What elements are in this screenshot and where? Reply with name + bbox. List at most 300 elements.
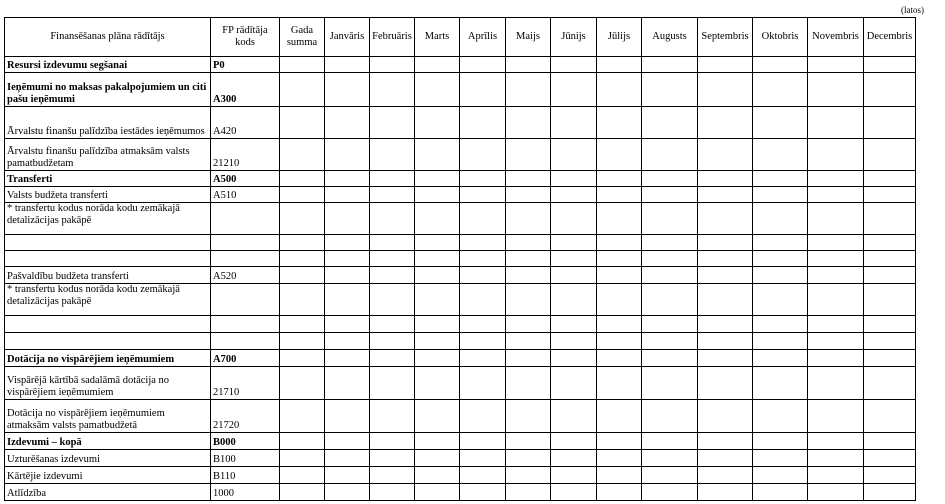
value-cell — [753, 73, 808, 107]
value-cell — [642, 203, 698, 235]
value-cell — [325, 203, 370, 235]
value-cell — [597, 333, 642, 350]
value-cell — [506, 367, 551, 400]
value-cell — [325, 467, 370, 484]
value-cell — [506, 171, 551, 187]
row-code — [211, 251, 280, 267]
table-row — [5, 235, 916, 251]
value-cell — [280, 171, 325, 187]
value-cell — [551, 187, 597, 203]
value-cell — [460, 350, 506, 367]
row-label: Pašvaldību budžeta transferti — [5, 267, 211, 284]
value-cell — [864, 73, 916, 107]
value-cell — [280, 367, 325, 400]
value-cell — [753, 333, 808, 350]
row-code: B000 — [211, 433, 280, 450]
row-label: Ārvalstu finanšu palīdzība iestādes ieņēmumos — [5, 107, 211, 139]
header-month: Oktobris — [753, 18, 808, 57]
value-cell — [551, 433, 597, 450]
value-cell — [506, 107, 551, 139]
row-label: Kārtējie izdevumi — [5, 467, 211, 484]
row-code: A420 — [211, 107, 280, 139]
value-cell — [698, 333, 753, 350]
row-code: A300 — [211, 73, 280, 107]
value-cell — [280, 139, 325, 171]
value-cell — [864, 450, 916, 467]
value-cell — [642, 73, 698, 107]
value-cell — [597, 316, 642, 333]
value-cell — [864, 367, 916, 400]
value-cell — [551, 57, 597, 73]
row-label — [5, 251, 211, 267]
value-cell — [415, 251, 460, 267]
value-cell — [753, 316, 808, 333]
financing-plan-table — [4, 17, 916, 501]
value-cell — [642, 139, 698, 171]
table-row — [5, 251, 916, 267]
value-cell — [551, 400, 597, 433]
value-cell — [280, 251, 325, 267]
value-cell — [698, 467, 753, 484]
value-cell — [280, 316, 325, 333]
value-cell — [642, 107, 698, 139]
value-cell — [698, 267, 753, 284]
value-cell — [698, 316, 753, 333]
header-month: Maijs — [506, 18, 551, 57]
value-cell — [597, 203, 642, 235]
value-cell — [808, 333, 864, 350]
value-cell — [642, 450, 698, 467]
value-cell — [370, 171, 415, 187]
value-cell — [597, 467, 642, 484]
value-cell — [506, 187, 551, 203]
value-cell — [460, 139, 506, 171]
row-label: Dotācija no vispārējiem ieņēmumiem atmaksām valsts pamatbudžetā — [5, 400, 211, 433]
value-cell — [808, 267, 864, 284]
value-cell — [864, 433, 916, 450]
value-cell — [280, 333, 325, 350]
value-cell — [642, 350, 698, 367]
value-cell — [642, 484, 698, 501]
value-cell — [370, 73, 415, 107]
header-code: FP rādītāja kods — [211, 18, 280, 57]
header-month: Marts — [415, 18, 460, 57]
value-cell — [370, 316, 415, 333]
header-month: Decembris — [864, 18, 916, 57]
value-cell — [808, 433, 864, 450]
value-cell — [325, 450, 370, 467]
value-cell — [460, 367, 506, 400]
value-cell — [597, 433, 642, 450]
value-cell — [506, 400, 551, 433]
value-cell — [642, 284, 698, 316]
value-cell — [460, 235, 506, 251]
header-month: Augusts — [642, 18, 698, 57]
value-cell — [864, 484, 916, 501]
value-cell — [597, 107, 642, 139]
value-cell — [808, 350, 864, 367]
row-label: Ārvalstu finanšu palīdzība atmaksām valsts pamatbudžetam — [5, 139, 211, 171]
value-cell — [698, 400, 753, 433]
value-cell — [460, 73, 506, 107]
value-cell — [506, 333, 551, 350]
value-cell — [415, 57, 460, 73]
row-code: B100 — [211, 450, 280, 467]
value-cell — [280, 235, 325, 251]
value-cell — [370, 267, 415, 284]
table-row — [5, 367, 916, 400]
row-code: A500 — [211, 171, 280, 187]
value-cell — [864, 400, 916, 433]
value-cell — [698, 433, 753, 450]
value-cell — [808, 316, 864, 333]
value-cell — [415, 187, 460, 203]
value-cell — [597, 284, 642, 316]
header-indicator: Finansēšanas plāna rādītājs — [5, 18, 211, 57]
value-cell — [415, 367, 460, 400]
value-cell — [642, 316, 698, 333]
row-code — [211, 333, 280, 350]
row-code — [211, 235, 280, 251]
value-cell — [864, 333, 916, 350]
row-label: * transfertu kodus norāda kodu zemākajā detalizācijas pakāpē — [5, 284, 211, 316]
value-cell — [808, 467, 864, 484]
table-row — [5, 333, 916, 350]
row-label: Atlīdzība — [5, 484, 211, 501]
value-cell — [698, 235, 753, 251]
value-cell — [460, 107, 506, 139]
row-label — [5, 235, 211, 251]
row-label: Uzturēšanas izdevumi — [5, 450, 211, 467]
value-cell — [280, 433, 325, 450]
row-label: Transferti — [5, 171, 211, 187]
row-code: B110 — [211, 467, 280, 484]
value-cell — [460, 400, 506, 433]
value-cell — [370, 433, 415, 450]
value-cell — [415, 139, 460, 171]
value-cell — [325, 350, 370, 367]
value-cell — [370, 484, 415, 501]
value-cell — [698, 203, 753, 235]
row-code — [211, 316, 280, 333]
value-cell — [753, 107, 808, 139]
value-cell — [370, 187, 415, 203]
value-cell — [753, 433, 808, 450]
value-cell — [506, 267, 551, 284]
value-cell — [597, 484, 642, 501]
value-cell — [551, 267, 597, 284]
value-cell — [415, 467, 460, 484]
table-row — [5, 484, 916, 501]
table-row — [5, 187, 916, 203]
value-cell — [808, 57, 864, 73]
value-cell — [506, 350, 551, 367]
value-cell — [864, 251, 916, 267]
value-cell — [506, 139, 551, 171]
value-cell — [415, 235, 460, 251]
value-cell — [325, 284, 370, 316]
value-cell — [415, 400, 460, 433]
value-cell — [864, 57, 916, 73]
value-cell — [597, 57, 642, 73]
table-row — [5, 57, 916, 73]
value-cell — [460, 57, 506, 73]
value-cell — [325, 333, 370, 350]
value-cell — [325, 107, 370, 139]
table-row — [5, 450, 916, 467]
value-cell — [808, 73, 864, 107]
value-cell — [325, 235, 370, 251]
header-month: Februāris — [370, 18, 415, 57]
value-cell — [415, 484, 460, 501]
value-cell — [753, 367, 808, 400]
value-cell — [642, 467, 698, 484]
value-cell — [753, 187, 808, 203]
value-cell — [864, 267, 916, 284]
value-cell — [506, 484, 551, 501]
value-cell — [642, 367, 698, 400]
value-cell — [808, 450, 864, 467]
value-cell — [808, 203, 864, 235]
value-cell — [597, 139, 642, 171]
row-code: A510 — [211, 187, 280, 203]
value-cell — [460, 433, 506, 450]
value-cell — [698, 484, 753, 501]
value-cell — [325, 139, 370, 171]
value-cell — [642, 267, 698, 284]
table-row — [5, 107, 916, 139]
value-cell — [597, 450, 642, 467]
table-row — [5, 171, 916, 187]
row-label: Ieņēmumi no maksas pakalpojumiem un citi pašu ieņēmumi — [5, 73, 211, 107]
value-cell — [325, 251, 370, 267]
value-cell — [460, 187, 506, 203]
value-cell — [370, 450, 415, 467]
value-cell — [415, 171, 460, 187]
value-cell — [415, 333, 460, 350]
row-code: A520 — [211, 267, 280, 284]
row-code: 21210 — [211, 139, 280, 171]
value-cell — [460, 450, 506, 467]
header-month: Jūlijs — [597, 18, 642, 57]
value-cell — [460, 284, 506, 316]
table-row — [5, 350, 916, 367]
row-label — [5, 316, 211, 333]
value-cell — [698, 187, 753, 203]
header-month: Novembris — [808, 18, 864, 57]
value-cell — [280, 107, 325, 139]
value-cell — [280, 350, 325, 367]
row-label: Izdevumi – kopā — [5, 433, 211, 450]
value-cell — [753, 484, 808, 501]
value-cell — [506, 251, 551, 267]
value-cell — [415, 316, 460, 333]
value-cell — [280, 267, 325, 284]
value-cell — [808, 139, 864, 171]
value-cell — [506, 235, 551, 251]
value-cell — [551, 107, 597, 139]
value-cell — [551, 171, 597, 187]
value-cell — [415, 450, 460, 467]
value-cell — [415, 350, 460, 367]
value-cell — [753, 171, 808, 187]
value-cell — [370, 400, 415, 433]
value-cell — [753, 400, 808, 433]
value-cell — [642, 251, 698, 267]
value-cell — [460, 316, 506, 333]
value-cell — [370, 139, 415, 171]
value-cell — [753, 251, 808, 267]
value-cell — [551, 467, 597, 484]
value-cell — [506, 73, 551, 107]
value-cell — [460, 251, 506, 267]
value-cell — [370, 251, 415, 267]
value-cell — [460, 333, 506, 350]
value-cell — [325, 400, 370, 433]
value-cell — [642, 333, 698, 350]
value-cell — [460, 267, 506, 284]
value-cell — [325, 316, 370, 333]
value-cell — [597, 251, 642, 267]
row-code — [211, 284, 280, 316]
value-cell — [506, 203, 551, 235]
value-cell — [808, 171, 864, 187]
value-cell — [551, 450, 597, 467]
value-cell — [597, 235, 642, 251]
value-cell — [551, 284, 597, 316]
value-cell — [551, 203, 597, 235]
row-code: 1000 — [211, 484, 280, 501]
value-cell — [551, 367, 597, 400]
value-cell — [597, 187, 642, 203]
value-cell — [864, 139, 916, 171]
value-cell — [753, 267, 808, 284]
value-cell — [280, 73, 325, 107]
value-cell — [325, 187, 370, 203]
value-cell — [415, 203, 460, 235]
value-cell — [808, 187, 864, 203]
row-label: Vispārējā kārtībā sadalāmā dotācija no vispārējiem ieņēmumiem — [5, 367, 211, 400]
value-cell — [698, 367, 753, 400]
value-cell — [370, 203, 415, 235]
value-cell — [551, 139, 597, 171]
table-row — [5, 400, 916, 433]
value-cell — [698, 139, 753, 171]
value-cell — [864, 107, 916, 139]
value-cell — [415, 433, 460, 450]
value-cell — [551, 73, 597, 107]
table-row — [5, 316, 916, 333]
value-cell — [864, 316, 916, 333]
value-cell — [325, 73, 370, 107]
value-cell — [864, 171, 916, 187]
value-cell — [506, 284, 551, 316]
value-cell — [280, 57, 325, 73]
value-cell — [642, 433, 698, 450]
value-cell — [597, 350, 642, 367]
value-cell — [551, 350, 597, 367]
row-label: Valsts budžeta transferti — [5, 187, 211, 203]
value-cell — [460, 484, 506, 501]
value-cell — [280, 467, 325, 484]
row-code: 21710 — [211, 367, 280, 400]
table-row — [5, 203, 916, 235]
header-month: Septembris — [698, 18, 753, 57]
value-cell — [642, 235, 698, 251]
value-cell — [753, 284, 808, 316]
table-row — [5, 467, 916, 484]
row-label: * transfertu kodus norāda kodu zemākajā detalizācijas pakāpē — [5, 203, 211, 235]
value-cell — [808, 107, 864, 139]
row-code: A700 — [211, 350, 280, 367]
value-cell — [551, 484, 597, 501]
row-code: P0 — [211, 57, 280, 73]
value-cell — [370, 57, 415, 73]
value-cell — [280, 203, 325, 235]
value-cell — [698, 450, 753, 467]
value-cell — [460, 171, 506, 187]
value-cell — [753, 139, 808, 171]
value-cell — [551, 251, 597, 267]
value-cell — [506, 433, 551, 450]
row-code — [211, 203, 280, 235]
value-cell — [808, 251, 864, 267]
row-label: Resursi izdevumu segšanai — [5, 57, 211, 73]
value-cell — [325, 367, 370, 400]
value-cell — [642, 171, 698, 187]
value-cell — [808, 484, 864, 501]
value-cell — [864, 467, 916, 484]
value-cell — [280, 450, 325, 467]
value-cell — [597, 400, 642, 433]
value-cell — [597, 267, 642, 284]
value-cell — [753, 450, 808, 467]
value-cell — [642, 400, 698, 433]
value-cell — [642, 57, 698, 73]
header-month: Jūnijs — [551, 18, 597, 57]
value-cell — [864, 235, 916, 251]
value-cell — [698, 171, 753, 187]
value-cell — [808, 284, 864, 316]
row-code: 21720 — [211, 400, 280, 433]
value-cell — [280, 484, 325, 501]
value-cell — [753, 467, 808, 484]
value-cell — [753, 350, 808, 367]
value-cell — [370, 235, 415, 251]
value-cell — [460, 467, 506, 484]
value-cell — [460, 203, 506, 235]
value-cell — [325, 57, 370, 73]
value-cell — [370, 284, 415, 316]
value-cell — [698, 251, 753, 267]
value-cell — [551, 333, 597, 350]
header-month: Janvāris — [325, 18, 370, 57]
value-cell — [415, 107, 460, 139]
value-cell — [551, 316, 597, 333]
value-cell — [753, 57, 808, 73]
value-cell — [642, 187, 698, 203]
value-cell — [506, 450, 551, 467]
value-cell — [753, 235, 808, 251]
value-cell — [698, 284, 753, 316]
value-cell — [698, 73, 753, 107]
table-row — [5, 139, 916, 171]
value-cell — [808, 400, 864, 433]
value-cell — [325, 267, 370, 284]
value-cell — [506, 57, 551, 73]
row-label — [5, 333, 211, 350]
value-cell — [551, 235, 597, 251]
